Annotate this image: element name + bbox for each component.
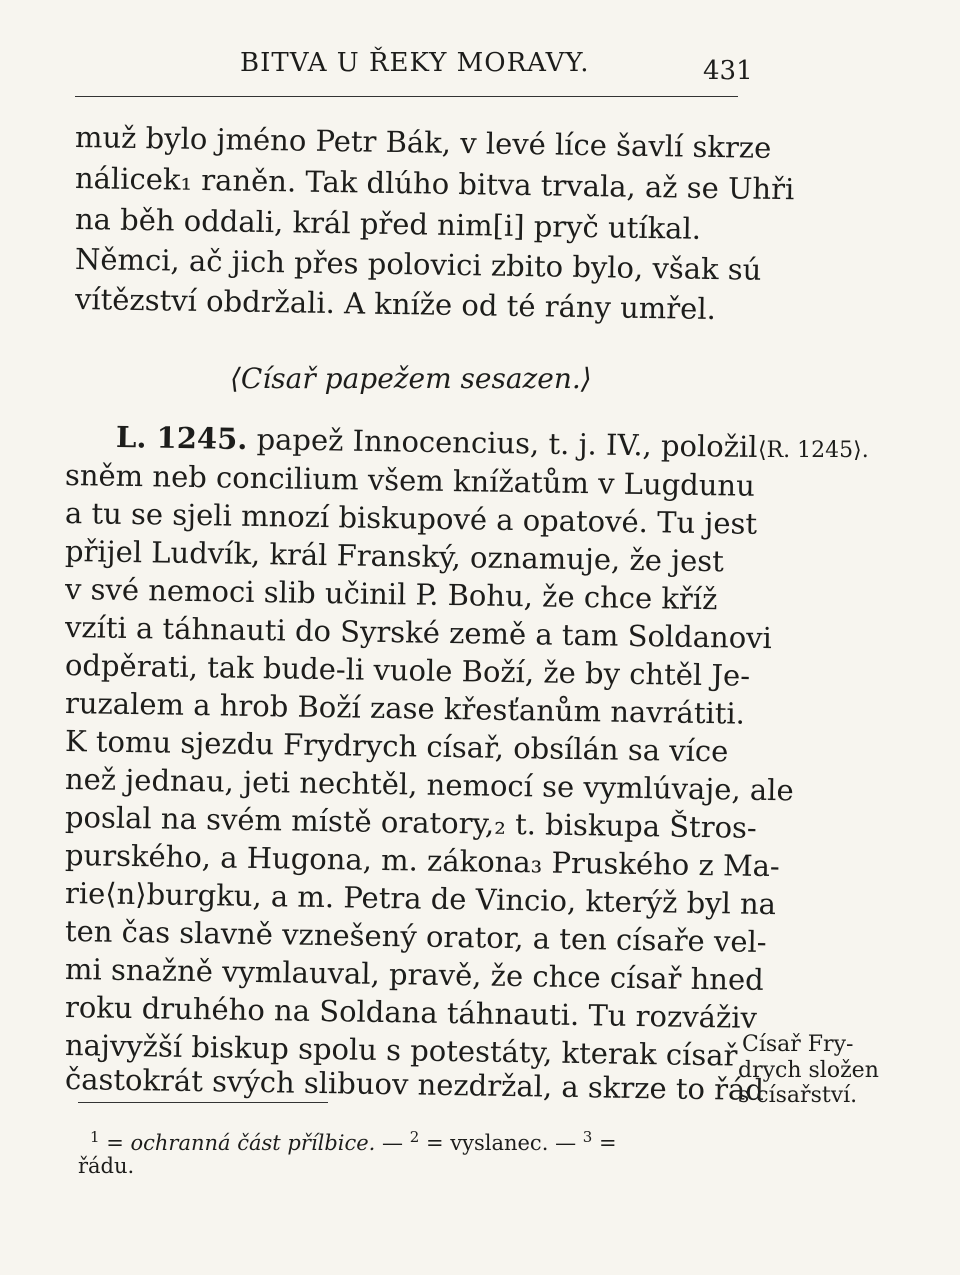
text-line: ten čas slavně vznešený orator, a ten císaře vel- — [64, 914, 767, 960]
page-number: 431 — [703, 56, 753, 86]
section-heading: ⟨Císař papežem sesazen.⟩ — [230, 362, 592, 395]
margin-note-year: ⟨R. 1245⟩. — [758, 438, 869, 463]
margin-note-line: Císař Fry- — [742, 1032, 854, 1057]
footnote-marker: 1 — [90, 1128, 100, 1146]
footnote-marker: 2 — [409, 1128, 420, 1146]
year-label: L. 1245. — [115, 420, 248, 457]
text-line: sněm neb concilium všem knížatům v Lugdunu — [64, 458, 756, 503]
running-title: BITVA U ŘEKY MORAVY. — [240, 48, 590, 78]
margin-note-line: drych složen — [738, 1058, 879, 1083]
text-line: purského, a Hugona, m. zákona₃ Pruského z Ma- — [64, 838, 781, 884]
text-line: častokrát svých slibuov nezdržal, a skrze to řád — [64, 1062, 765, 1107]
text-line: Němci, ač jich přes polovici zbito bylo, však sú — [74, 242, 762, 287]
text-line: přijel Ludvík, král Franský, oznamuje, že jest — [64, 534, 725, 579]
text-line: na běh oddali, král před nim[i] pryč utíkal. — [74, 202, 702, 246]
text-line: a tu se sjeli mnozí biskupové a opatové. Tu jest — [64, 496, 758, 541]
text-line: mi snažně vymlauval, pravě, že chce císař hned — [64, 952, 765, 997]
text-line: najvyžší biskup spolu s potestáty, kterak císař — [64, 1028, 738, 1073]
text-line: než jednau, jeti nechtěl, nemocí se vymlúvaje, ale — [64, 762, 794, 808]
footnote-continuation: řádu. — [78, 1154, 135, 1178]
text-line: odpěrati, tak bude-li vuole Boží, že by chtěl Je- — [64, 648, 751, 693]
text-line: muž bylo jméno Petr Bák, v levé líce šavlí skrze — [74, 120, 772, 165]
footnote-text: = vyslanec. — [425, 1131, 549, 1155]
footnote-text: = ochranná část přílbice. — [106, 1131, 376, 1155]
footnote-text: = — [598, 1131, 617, 1155]
text-line: K tomu sjezdu Frydrych císař, obsílán sa více — [64, 724, 729, 769]
footnote-line — [90, 1124, 617, 1156]
text-line-rest: papež Innocencius, t. j. IV., položil — [256, 422, 758, 465]
footnote-separator: — — [555, 1131, 577, 1155]
text-line: nálicek₁ raněn. Tak dlúho bitva trvala, až se Uhři — [74, 161, 795, 207]
text-line: vítězství obdržali. A kníže od té rány umřel. — [74, 282, 717, 327]
text-line: v své nemoci slib učinil P. Bohu, že chce kříž — [64, 572, 718, 617]
footnote-marker: 3 — [582, 1128, 593, 1146]
text-line: roku druhého na Soldana táhnauti. Tu rozváživ — [64, 990, 758, 1035]
footnote-rule — [78, 1102, 328, 1103]
text-line: vzíti a táhnauti do Syrské země a tam Soldanovi — [64, 610, 773, 656]
text-line: rie⟨n⟩burgku, a m. Petra de Vincio, kterýž byl na — [64, 876, 777, 922]
header-rule — [75, 96, 738, 97]
margin-note-line: s císařství. — [738, 1083, 858, 1108]
footnote-separator: — — [382, 1131, 404, 1155]
text-line-first — [116, 420, 758, 464]
text-line: ruzalem a hrob Boží zase křesťanům navrátiti. — [64, 686, 746, 731]
text-line: poslal na svém místě oratory,₂ t. biskupa Štros- — [64, 800, 758, 845]
